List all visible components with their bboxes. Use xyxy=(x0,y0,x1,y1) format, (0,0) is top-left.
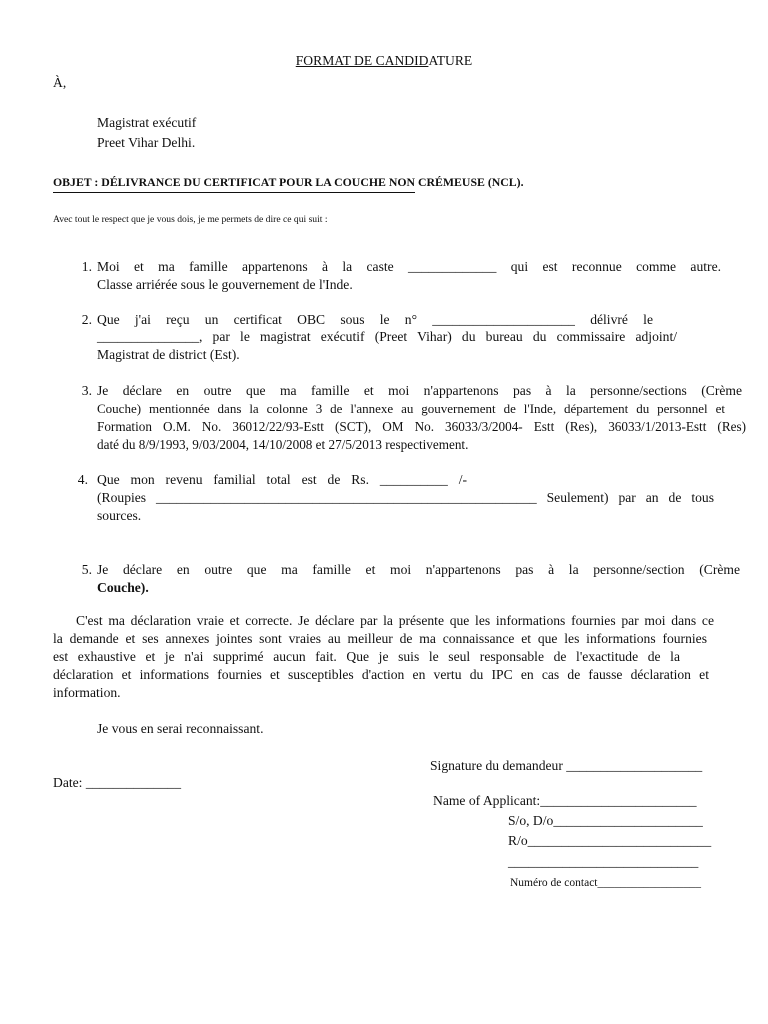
item-4-line-1: Que mon revenu familial total est de Rs. __________ /- xyxy=(97,472,467,487)
contact-number-line: Numéro de contact__________________ xyxy=(510,877,701,889)
relation-line: S/o, D/o______________________ xyxy=(508,813,703,828)
item-5-line-2: Couche). xyxy=(97,580,149,595)
item-3-line-3: Formation O.M. No. 36012/22/93-Estt (SCT), OM No. 36033/3/2004- Estt (Res), 36033/1/2013-Estt (Res) xyxy=(97,419,746,434)
document-title xyxy=(0,52,768,70)
item-4-line-2: (Roupies ________________________________________________________ Seulement) par an de tous xyxy=(97,490,714,505)
addressee-line-2: Preet Vihar Delhi. xyxy=(97,135,196,150)
item-3-number: 3. xyxy=(81,383,92,398)
item-4-number: 4. xyxy=(77,472,88,487)
declaration-line-3: est exhaustive et je n'ai supprimé aucun fait. Que je suis le seul responsable de l'exactitude de la xyxy=(53,649,680,664)
declaration-line-1: C'est ma déclaration vraie et correcte. Je déclare par la présente que les informations fournies par moi dans ce xyxy=(76,613,714,628)
item-3-line-2: Couche) mentionnée dans la colonne 3 de l'annexe au gouvernement de l'Inde, département du personnel et xyxy=(97,401,725,416)
item-2-line-3: Magistrat de district (Est). xyxy=(97,347,240,362)
subject-line xyxy=(53,173,524,193)
subject-rest: CRÉMEUSE (NCL). xyxy=(415,175,524,189)
item-1-number: 1. xyxy=(81,259,92,274)
title-underlined: FORMAT DE CANDID xyxy=(295,53,429,68)
title-rest: ATURE xyxy=(428,53,473,68)
item-4-cont xyxy=(97,489,714,525)
declaration-line-5: information. xyxy=(53,685,121,700)
declaration-line-4-wrap xyxy=(53,666,709,684)
intro-text: Avec tout le respect que je vous dois, je me permets de dire ce qui suit : xyxy=(53,214,328,225)
item-3-line-4: daté du 8/9/1993, 9/03/2004, 14/10/2008 et 27/5/2013 respectivement. xyxy=(97,437,469,452)
item-5-line-1: Je déclare en outre que ma famille et moi n'appartenons pas à la personne/section (Crème xyxy=(97,562,740,577)
item-1-line-1: Moi et ma famille appartenons à la caste _____________ qui est reconnue comme autre. xyxy=(97,259,721,274)
item-4 xyxy=(97,471,467,489)
item-2-line-1: Que j'ai reçu un certificat OBC sous le n° _____________________ délivré le xyxy=(97,312,653,327)
item-2-number: 2. xyxy=(81,312,92,327)
declaration-line-2: la demande et ses annexes jointes sont vraies au meilleur de ma connaissance et que les informations fournies xyxy=(53,631,707,646)
item-2-cont xyxy=(97,328,677,364)
addressee-line-1: Magistrat exécutif xyxy=(97,115,197,130)
item-5 xyxy=(97,561,740,597)
item-3-cont-a xyxy=(97,400,725,418)
item-1 xyxy=(97,258,721,294)
declaration-line-2-wrap xyxy=(53,630,707,648)
item-5-number: 5. xyxy=(81,562,92,577)
blank-line: ____________________________ xyxy=(508,854,699,869)
item-2 xyxy=(97,311,653,329)
declaration-line-4: déclaration et informations fournies et susceptibles d'action en vertu du IPC en cas de fausse déclaration et xyxy=(53,667,709,682)
residence-line: R/o___________________________ xyxy=(508,833,712,848)
declaration-first-line xyxy=(76,612,714,630)
item-3 xyxy=(97,382,742,400)
signature-line: Signature du demandeur ____________________ xyxy=(430,758,703,773)
item-1-line-2: Classe arriérée sous le gouvernement de l'Inde. xyxy=(97,277,353,292)
item-3-cont-b xyxy=(97,418,746,454)
date-line: Date: ______________ xyxy=(53,775,181,790)
declaration-line-3-wrap xyxy=(53,648,680,666)
item-3-line-1: Je déclare en outre que ma famille et moi n'appartenons pas à la personne/sections (Crème xyxy=(97,383,742,398)
subject-underlined: OBJET : DÉLIVRANCE DU CERTIFICAT POUR LA COUCHE NON xyxy=(53,173,415,193)
closing-line: Je vous en serai reconnaissant. xyxy=(97,721,264,736)
salutation-to: À, xyxy=(53,75,67,90)
applicant-name-line: Name of Applicant:_______________________ xyxy=(433,793,697,808)
item-2-line-2: _______________, par le magistrat exécutif (Preet Vihar) du bureau du commissaire adjoint/ xyxy=(97,329,677,344)
item-4-line-3: sources. xyxy=(97,508,142,523)
